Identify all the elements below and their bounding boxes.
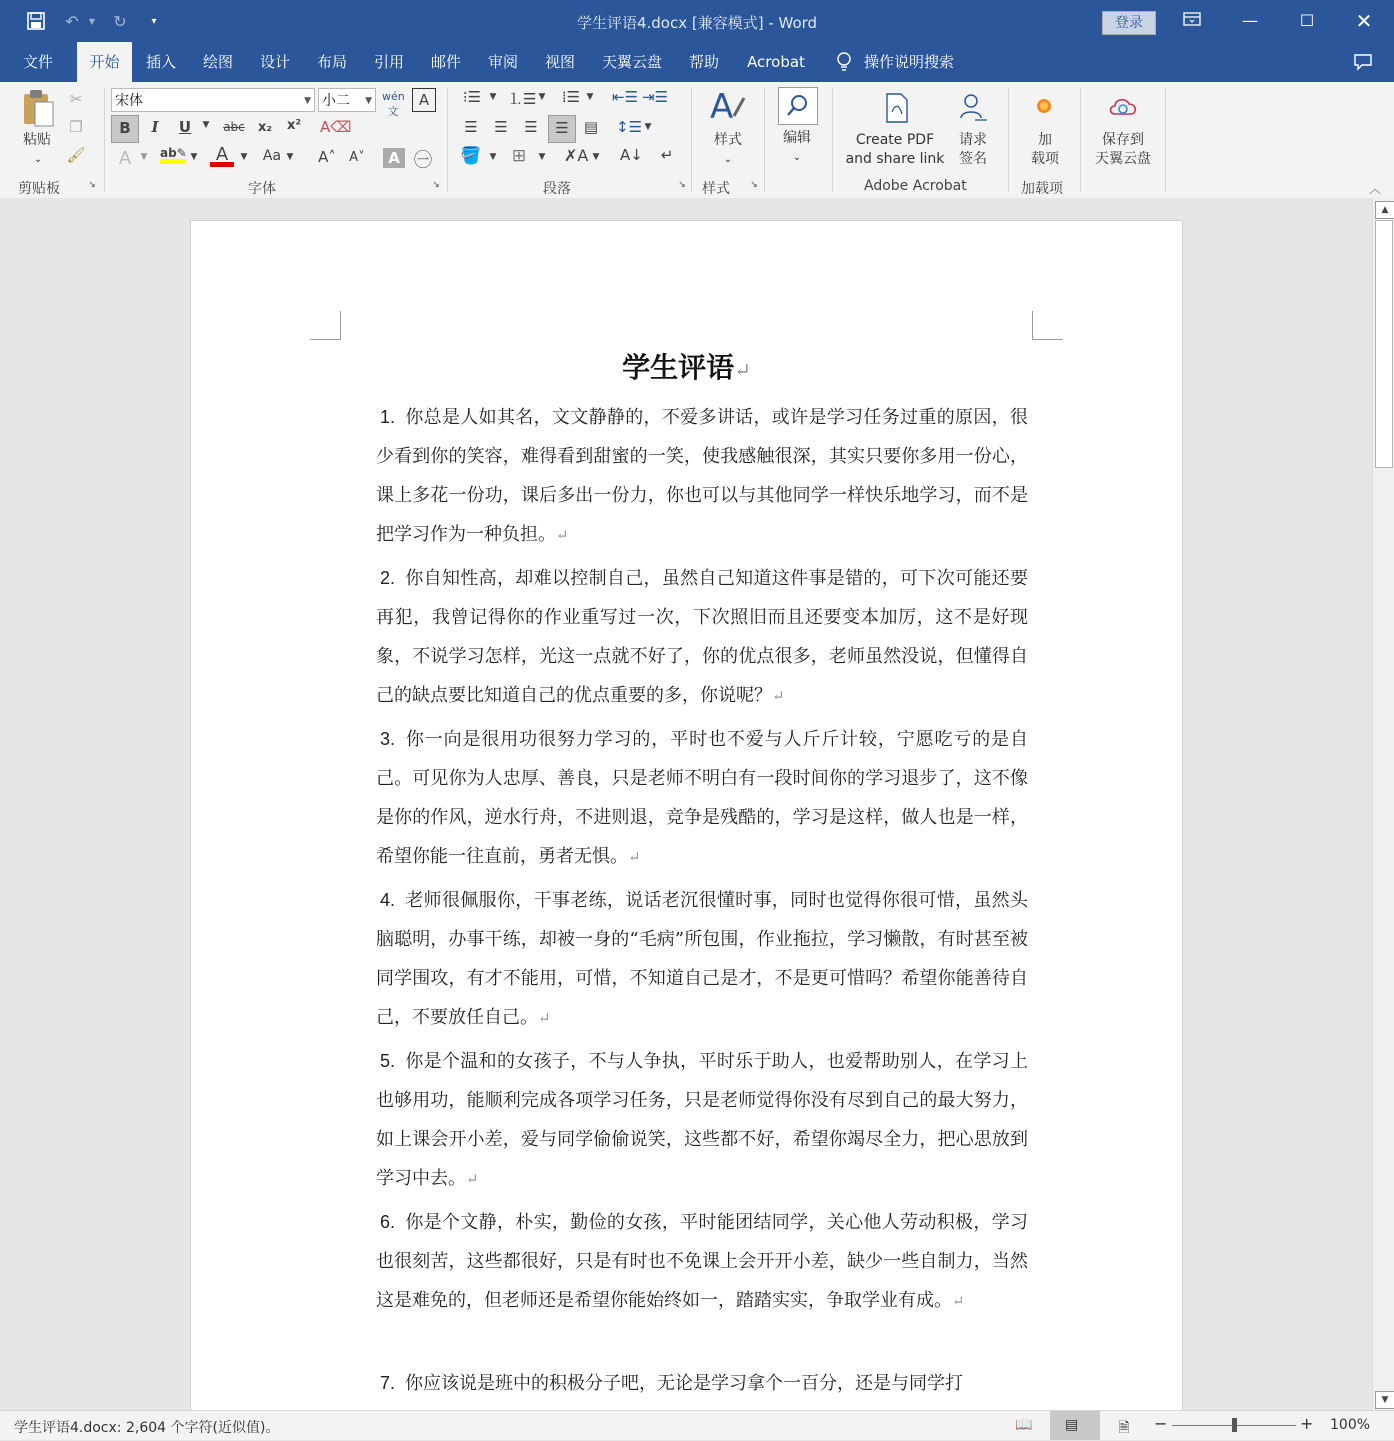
tab-review[interactable]: 审阅 — [487, 53, 518, 71]
ribbon — [0, 82, 1394, 199]
paragraph-text: 你是个文静，朴实，勤俭的女孩，平时能团结同学，关心他人劳动积极，学习也很刻苦，这些都很好，只是有时也不免课上会开开小差，缺少一些自制力，当然这是难免的，但老师还是希望你能始终如一，踏踏实实，争取学业有成。 — [376, 1212, 1028, 1311]
zoom-slider[interactable] — [1172, 1425, 1296, 1426]
tab-references[interactable]: 引用 — [373, 53, 404, 71]
paragraph-mark-icon: ↵ — [734, 358, 751, 382]
justify-icon: ☰ — [555, 119, 569, 137]
numbering-icon[interactable]: ⒈☰ — [508, 90, 537, 108]
font-name-value: 宋体 — [115, 93, 143, 109]
scroll-up-icon[interactable]: ▲ — [1375, 201, 1394, 219]
document-page[interactable] — [190, 220, 1183, 1410]
paragraph-mark-icon: ↵ — [466, 1170, 479, 1188]
document-heading-text: 学生评语 — [622, 351, 735, 384]
phonetic-guide-icon[interactable]: wén文 — [382, 90, 405, 118]
read-mode-icon[interactable]: 📖 — [1015, 1417, 1033, 1433]
change-case-dropdown-icon[interactable]: ▼ — [286, 152, 294, 162]
underline-dropdown-icon[interactable]: ▼ — [202, 120, 210, 130]
group-separator — [764, 88, 765, 192]
ribbon-tabs — [0, 42, 1394, 82]
cloud-label-1[interactable]: 保存到 — [1102, 132, 1144, 148]
underline-icon[interactable]: U — [178, 118, 192, 136]
styles-launcher-icon[interactable]: ↘ — [750, 180, 758, 190]
paragraph-number: 5. — [380, 1051, 396, 1071]
addins-label-1[interactable]: 加 — [1038, 132, 1052, 148]
shrink-font-icon[interactable]: A˅ — [349, 150, 365, 165]
tab-mailings[interactable]: 邮件 — [430, 53, 461, 71]
maximize-icon[interactable]: ☐ — [1299, 11, 1315, 30]
close-icon[interactable]: ✕ — [1355, 9, 1373, 33]
margin-mark-top-left — [310, 311, 341, 340]
clipboard-launcher-icon[interactable]: ↘ — [88, 180, 96, 190]
font-size-value: 小二 — [322, 93, 350, 109]
margin-mark-top-right — [1032, 311, 1063, 340]
cloud-save-icon[interactable] — [1106, 92, 1140, 124]
tab-draw[interactable]: 绘图 — [202, 53, 233, 71]
font-color-letter-icon: A — [215, 144, 229, 165]
title-bar — [0, 0, 1394, 42]
editing-button[interactable]: 编辑 — [783, 130, 811, 146]
paragraph-text: 你是个温和的女孩子，不与人争执，平时乐于助人，也爱帮助别人，在学习上也够用功，能顺利完成各项学习任务，只是老师觉得你没有尽到自己的最大努力，如上课会开小差，爱与同学偷偷说笑，这些都不好，希望你竭尽全力，把心思放到学习中去。 — [376, 1051, 1028, 1189]
status-bar — [0, 1410, 1394, 1440]
group-separator — [1080, 88, 1081, 192]
bullets-dropdown-icon[interactable]: ▼ — [489, 92, 497, 102]
character-border-icon[interactable]: A — [412, 88, 436, 112]
paragraph-text: 你一向是很用功很努力学习的，平时也不爱与人斤斤计较，宁愿吃亏的是自己。可见你为人忠厚、善良，只是老师不明白有一段时间你的学习退步了，这不像是你的作风，逆水行舟，不进则退，竞争是残酷的，学习是这样，做人也是一样，希望你能一往直前，勇者无惧。 — [376, 729, 1028, 867]
highlight-pen-icon: ab✎ — [160, 146, 187, 160]
login-button[interactable]: 登录 — [1102, 11, 1156, 35]
svg-text:A: A — [710, 87, 734, 126]
paragraph-text: 你总是人如其名，文文静静的，不爱多讲话，或许是学习任务过重的原因，很少看到你的笑容，难得看到甜蜜的一笑，使我感触很深，其实只要你多用一份心，课上多花一份功，课后多出一份力，你也可以与其他同学一样快乐地学习，而不是把学习作为一种负担。 — [376, 407, 1028, 545]
zoom-level[interactable]: 100% — [1330, 1417, 1371, 1433]
ribbon-display-options-icon[interactable] — [1172, 8, 1212, 34]
grow-font-icon[interactable]: A˄ — [318, 148, 336, 166]
font-color-icon[interactable] — [210, 144, 234, 167]
multilevel-list-icon[interactable]: ⁞☰ — [561, 88, 581, 106]
paste-button[interactable]: 粘贴 — [23, 132, 51, 148]
styles-icon[interactable] — [706, 86, 750, 128]
addins-group-label: 加载项 — [1021, 181, 1063, 197]
text-effects-dropdown-icon[interactable]: ▼ — [140, 152, 148, 162]
paragraph-6[interactable] — [376, 1203, 1028, 1321]
paragraph-text: 你自知性高，却难以控制自己，虽然自己知道这件事是错的，可下次可能还要再犯，我曾记得你的作业重写过一次，下次照旧而且还要变本加厉，这不是好现象，不说学习怎样，光这一点就不好了，你的优点很多，老师虽然没说，但懂得自己的缺点要比知道自己的优点重要的多，你说呢？ — [376, 568, 1028, 706]
highlight-dropdown-icon[interactable]: ▼ — [190, 152, 198, 162]
decrease-indent-icon[interactable]: ⇤☰ — [612, 88, 639, 106]
undo-dropdown-icon[interactable]: ▼ — [88, 16, 96, 26]
scrollbar-thumb[interactable] — [1375, 220, 1393, 468]
bullets-icon[interactable]: ⁝☰ — [462, 88, 482, 106]
subscript-icon[interactable]: x₂ — [257, 120, 273, 135]
font-name-combo[interactable] — [111, 88, 315, 112]
paragraph-4[interactable] — [376, 881, 1028, 1038]
redo-icon[interactable]: ↻ — [113, 11, 127, 31]
tab-design[interactable]: 设计 — [259, 53, 290, 71]
lightbulb-icon[interactable] — [834, 42, 854, 82]
scroll-down-icon[interactable]: ▼ — [1375, 1391, 1394, 1409]
editing-search-icon[interactable] — [778, 87, 818, 125]
group-separator — [104, 88, 105, 192]
paragraph-1[interactable] — [376, 398, 1028, 555]
word-count-status[interactable]: 学生评语4.docx: 2,604 个字符(近似值)。 — [14, 1420, 280, 1436]
chinese-layout-dropdown-icon[interactable]: ▼ — [592, 152, 600, 162]
group-separator — [447, 88, 448, 192]
print-layout-icon: ▤ — [1065, 1417, 1079, 1433]
document-heading[interactable] — [191, 346, 1182, 386]
clipboard-group-label: 剪贴板 — [18, 181, 60, 197]
sort-icon[interactable]: A↓ — [620, 146, 643, 164]
paste-dropdown-icon[interactable]: ⌄ — [33, 154, 43, 165]
web-layout-icon[interactable]: 🗎 — [1118, 1420, 1130, 1436]
create-pdf-label-1[interactable]: Create PDF — [855, 132, 935, 148]
tab-help[interactable]: 帮助 — [688, 53, 719, 71]
addins-icon[interactable] — [1030, 96, 1058, 120]
paste-icon[interactable] — [20, 88, 56, 128]
line-spacing-dropdown-icon[interactable]: ▼ — [644, 122, 652, 132]
paragraph-mark-icon: ↵ — [556, 526, 569, 544]
paragraph-number: 2. — [380, 568, 396, 588]
superscript-icon[interactable]: x² — [286, 118, 302, 133]
cut-icon[interactable]: ✂ — [69, 90, 83, 108]
text-effects-icon[interactable]: A — [118, 148, 132, 169]
zoom-in-icon[interactable]: + — [1300, 1414, 1314, 1433]
tab-insert[interactable]: 插入 — [145, 53, 176, 71]
clear-formatting-icon[interactable]: A⌫ — [320, 118, 352, 136]
justify-button[interactable] — [548, 115, 576, 143]
tab-acrobat[interactable]: Acrobat — [747, 53, 805, 71]
request-sign-label-1[interactable]: 请求 — [959, 132, 987, 148]
paragraph-2[interactable] — [376, 559, 1028, 716]
acrobat-group-label: Adobe Acrobat — [864, 178, 967, 194]
paragraph-mark-icon: ↵ — [538, 1009, 551, 1027]
group-separator — [1008, 88, 1009, 192]
font-size-combo[interactable] — [318, 88, 376, 112]
request-signature-icon[interactable] — [955, 92, 991, 128]
shading-icon[interactable]: 🪣 — [460, 146, 482, 166]
paragraph-group-label: 段落 — [543, 181, 571, 197]
addins-label-2[interactable]: 载项 — [1031, 151, 1059, 167]
paragraph-number: 1. — [380, 407, 396, 427]
bold-icon: B — [119, 119, 131, 137]
window-title: 学生评语4.docx [兼容模式] - Word — [576, 14, 818, 32]
paragraph-launcher-icon[interactable]: ↘ — [678, 180, 686, 190]
font-launcher-icon[interactable]: ↘ — [432, 180, 440, 190]
paragraph-mark-icon: ↵ — [772, 687, 785, 705]
styles-dropdown-icon[interactable]: ⌄ — [723, 154, 733, 165]
minimize-icon[interactable]: — — [1242, 11, 1258, 30]
highlight-color-icon[interactable] — [160, 146, 186, 164]
chevron-down-icon: ▼ — [304, 96, 311, 106]
customize-qat-icon[interactable]: ▾ — [151, 15, 157, 27]
borders-icon[interactable]: ⊞ — [511, 146, 527, 166]
distributed-icon[interactable]: ▤ — [583, 118, 599, 136]
undo-icon[interactable]: ↶ — [65, 11, 79, 31]
zoom-slider-thumb[interactable] — [1232, 1418, 1237, 1432]
chinese-layout-icon[interactable]: ✗A — [564, 146, 589, 165]
paragraph-number: 3. — [380, 729, 396, 749]
bold-button[interactable] — [111, 115, 139, 143]
paragraph-mark-icon: ↵ — [952, 1292, 965, 1310]
borders-dropdown-icon[interactable]: ▼ — [538, 152, 546, 162]
styles-group-label: 样式 — [702, 181, 730, 197]
font-group-label: 字体 — [248, 181, 276, 197]
paragraph-mark-icon: ↵ — [628, 848, 641, 866]
cloud-label-2[interactable]: 天翼云盘 — [1095, 151, 1151, 167]
tab-layout[interactable]: 布局 — [316, 53, 347, 71]
enclose-characters-icon[interactable]: ㊀ — [414, 150, 432, 171]
paragraph-number: 4. — [380, 890, 396, 910]
paragraph-number: 6. — [380, 1212, 396, 1232]
document-canvas — [0, 198, 1372, 1410]
multilevel-dropdown-icon[interactable]: ▼ — [586, 92, 594, 102]
paragraph-7[interactable] — [376, 1364, 1028, 1403]
font-color-dropdown-icon[interactable]: ▼ — [240, 152, 248, 162]
paragraph-text: 你应该说是班中的积极分子吧，无论是学习拿个一百分，还是与同学打 — [405, 1373, 964, 1394]
character-shading-icon[interactable]: A — [383, 148, 405, 168]
vertical-scrollbar[interactable] — [1372, 198, 1394, 1410]
request-sign-label-2[interactable]: 签名 — [959, 151, 987, 167]
align-right-icon[interactable]: ☰ — [524, 118, 538, 136]
strikethrough-icon[interactable]: abc — [223, 120, 245, 134]
create-pdf-label-2[interactable]: and share link — [845, 151, 945, 167]
numbering-dropdown-icon[interactable]: ▼ — [538, 92, 546, 102]
print-layout-button[interactable] — [1050, 1411, 1100, 1440]
create-pdf-icon[interactable] — [880, 92, 914, 128]
tab-view[interactable]: 视图 — [544, 53, 575, 71]
change-case-icon[interactable]: Aa — [262, 148, 282, 164]
chevron-down-icon: ▼ — [365, 96, 372, 106]
collapse-ribbon-icon[interactable]: ︿ — [1368, 182, 1381, 196]
align-center-icon[interactable]: ☰ — [494, 118, 508, 136]
paragraph-5[interactable] — [376, 1042, 1028, 1199]
align-left-icon[interactable]: ☰ — [464, 118, 478, 136]
format-painter-icon[interactable]: 🖌 — [66, 146, 86, 164]
group-separator — [832, 88, 833, 192]
paragraph-text: 老师很佩服你，干事老练，说话老沉很懂时事，同时也觉得你很可惜，虽然头脑聪明，办事干练，却被一身的“毛病”所包围，作业拖拉，学习懒散，有时甚至被同学围攻，有才不能用，可惜，不知道自己是才，不是更可惜吗？希望你能善待自己，不要放任自己。 — [376, 890, 1028, 1028]
comments-icon[interactable] — [1348, 42, 1378, 82]
tab-tianyi-cloud[interactable]: 天翼云盘 — [601, 53, 662, 71]
editing-dropdown-icon[interactable]: ⌄ — [792, 152, 802, 163]
paragraph-number: 7. — [380, 1373, 396, 1393]
show-marks-icon[interactable]: ↵ — [660, 146, 674, 164]
paragraph-3[interactable] — [376, 720, 1028, 877]
increase-indent-icon[interactable]: ⇥☰ — [642, 88, 669, 106]
group-separator — [691, 88, 692, 192]
zoom-out-icon[interactable]: − — [1154, 1414, 1168, 1433]
shading-dropdown-icon[interactable]: ▼ — [489, 152, 497, 162]
copy-icon[interactable]: ❐ — [69, 118, 83, 136]
styles-button[interactable]: 样式 — [714, 132, 742, 148]
tab-file[interactable]: 文件 — [22, 53, 53, 71]
tab-home[interactable]: 开始 — [77, 42, 132, 82]
tell-me-search[interactable]: 操作说明搜索 — [864, 53, 955, 71]
italic-icon[interactable]: I — [151, 118, 159, 136]
line-spacing-icon[interactable]: ↕☰ — [616, 118, 643, 136]
group-separator — [1165, 88, 1166, 192]
